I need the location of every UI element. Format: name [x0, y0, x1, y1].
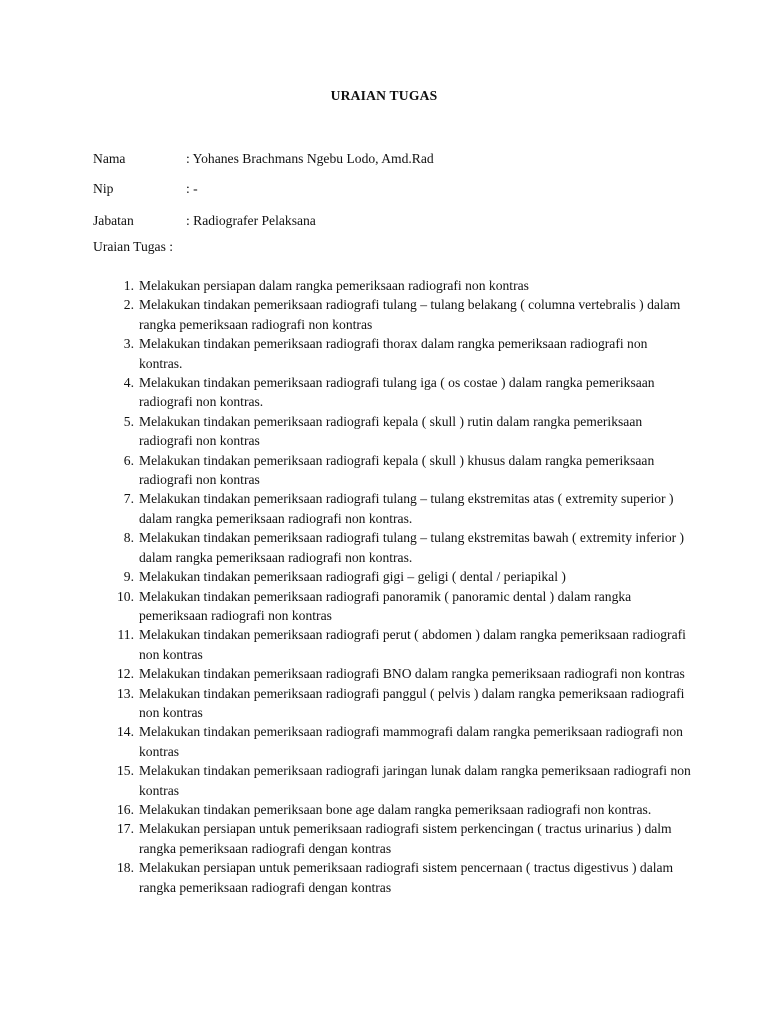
task-item	[93, 567, 693, 586]
task-list	[93, 276, 693, 897]
task-item	[93, 451, 693, 490]
field-label: Nip	[93, 181, 114, 196]
field-value: : Radiografer Pelaksana	[186, 213, 316, 228]
task-item	[93, 334, 693, 373]
task-number: 2.	[123, 297, 134, 313]
task-text: Melakukan tindakan pemeriksaan radiografi mammografi dalam rangka pemeriksaan radiografi non kontras	[139, 724, 683, 759]
task-item	[93, 489, 693, 528]
task-text: Melakukan tindakan pemeriksaan radiografi tulang iga ( os costae ) dalam rangka pemeriksaan radiografi non kontras.	[139, 375, 655, 410]
task-text: Melakukan persiapan untuk pemeriksaan radiografi sistem perkencingan ( tractus urinarius ) dalm rangka pemeriksaan radiografi dengan kontras	[139, 821, 672, 856]
task-item	[93, 373, 693, 412]
field-label: Jabatan	[93, 213, 134, 228]
task-item	[93, 761, 693, 800]
task-text: Melakukan tindakan pemeriksaan radiografi jaringan lunak dalam rangka pemeriksaan radiografi non kontras	[139, 763, 691, 798]
task-number: 15.	[117, 763, 134, 779]
task-number: 1.	[123, 278, 134, 293]
document-title: URAIAN TUGAS	[330, 88, 438, 103]
task-item	[93, 684, 693, 723]
task-text: Melakukan tindakan pemeriksaan radiografi kepala ( skull ) rutin dalam rangka pemeriksaan radiografi non kontras	[139, 413, 643, 449]
task-text: Melakukan tindakan pemeriksaan radiografi panoramik ( panoramic dental ) dalam rangka pemeriksaan radiografi non kontras	[139, 588, 632, 623]
task-text: Melakukan persiapan dalam rangka pemeriksaan radiografi non kontras	[139, 278, 529, 293]
task-number: 14.	[117, 724, 134, 740]
task-item	[93, 858, 693, 897]
task-text: Melakukan tindakan pemeriksaan radiografi tulang – tulang ekstremitas bawah ( extremity inferior ) dalam rangka pemeriksaan radiografi non kontras.	[139, 530, 685, 565]
task-number: 7.	[123, 491, 134, 507]
task-number: 8.	[123, 530, 134, 546]
task-number: 11.	[117, 627, 134, 643]
task-number: 12.	[117, 666, 134, 682]
field-value: : -	[186, 181, 198, 196]
task-item	[93, 276, 693, 295]
task-text: Melakukan tindakan pemeriksaan radiografi gigi – geligi ( dental / periapikal )	[139, 569, 566, 585]
task-number: 5.	[123, 413, 134, 429]
field-value: : Yohanes Brachmans Ngebu Lodo, Amd.Rad	[186, 151, 434, 166]
task-text: Melakukan tindakan pemeriksaan radiografi thorax dalam rangka pemeriksaan radiografi non kontras.	[139, 336, 648, 371]
task-number: 16.	[117, 801, 134, 817]
task-number: 9.	[123, 569, 134, 585]
task-item	[93, 819, 693, 858]
task-text: Melakukan tindakan pemeriksaan radiografi tulang – tulang ekstremitas atas ( extremity superior ) dalam rangka pemeriksaan radiografi non kontras.	[139, 491, 674, 526]
field-label: Nama	[93, 151, 126, 166]
task-text: Melakukan tindakan pemeriksaan radiografi kepala ( skull ) khusus dalam rangka pemeriksaan radiografi non kontras	[139, 452, 655, 488]
task-item	[93, 587, 693, 626]
task-number: 18.	[117, 860, 134, 876]
task-number: 6.	[123, 452, 134, 468]
task-item	[93, 722, 693, 761]
task-item	[93, 800, 693, 819]
task-text: Melakukan tindakan pemeriksaan radiografi BNO dalam rangka pemeriksaan radiografi non kontras	[139, 666, 685, 682]
task-number: 10.	[117, 588, 134, 604]
task-text: Melakukan tindakan pemeriksaan radiografi tulang – tulang belakang ( columna vertebralis ) dalam rangka pemeriksaan radiografi non kontras	[139, 297, 681, 332]
task-number: 13.	[117, 685, 134, 701]
task-item	[93, 528, 693, 567]
task-item	[93, 295, 693, 334]
task-text: Melakukan tindakan pemeriksaan radiografi perut ( abdomen ) dalam rangka pemeriksaan radiografi non kontras	[139, 627, 686, 662]
task-item	[93, 412, 693, 451]
task-number: 3.	[123, 336, 134, 352]
task-text: Melakukan tindakan pemeriksaan radiografi panggul ( pelvis ) dalam rangka pemeriksaan radiografi non kontras	[139, 685, 685, 720]
task-text: Melakukan tindakan pemeriksaan bone age dalam rangka pemeriksaan radiografi non kontras.	[139, 801, 652, 817]
task-item	[93, 625, 693, 664]
task-number: 4.	[123, 375, 134, 391]
task-number: 17.	[117, 821, 134, 837]
tasks-heading: Uraian Tugas :	[93, 239, 174, 254]
task-item	[93, 664, 693, 683]
task-text: Melakukan persiapan untuk pemeriksaan radiografi sistem pencernaan ( tractus digestivus ) dalam rangka pemeriksaan radiografi dengan kontras	[139, 860, 674, 895]
